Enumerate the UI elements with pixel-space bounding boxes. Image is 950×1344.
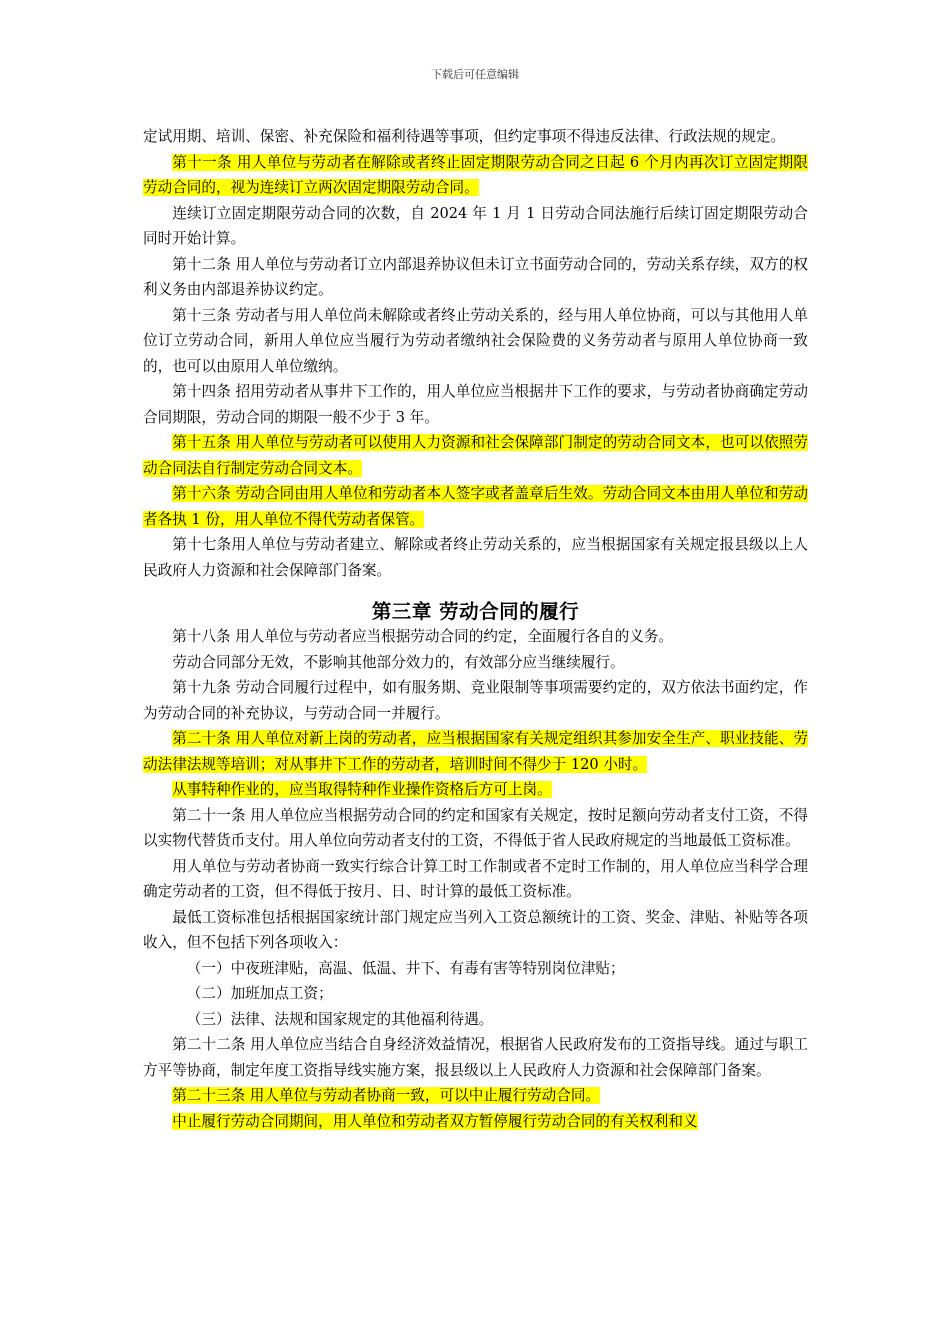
highlighted-text: 第十六条 劳动合同由用人单位和劳动者本人签字或者盖章后生效。劳动合同文本由用人单位和劳动者各执 1 份，用人单位不得代劳动者保管。 [143, 485, 808, 528]
paragraph-text: 第十九条 劳动合同履行过程中，如有服务期、竞业限制等事项需要约定的，双方依法书面约定，作为劳动合同的补充协议，与劳动合同一并履行。 [143, 679, 808, 722]
paragraph [143, 430, 808, 481]
paragraph-text: 最低工资标准包括根据国家统计部门规定应当列入工资总额统计的工资、奖金、津贴、补贴等各项收入，但不包括下列各项收入： [143, 908, 808, 951]
highlighted-text: 第十一条 用人单位与劳动者在解除或者终止固定期限劳动合同之日起 6 个月内再次订立固定期限劳动合同的，视为连续订立两次固定期限劳动合同。 [143, 153, 808, 196]
paragraph [143, 854, 808, 905]
paragraph-text: 第二十一条 用人单位应当根据劳动合同的约定和国家有关规定，按时足额向劳动者支付工资，不得以实物代替货币支付。用人单位向劳动者支付的工资，不得低于省人民政府规定的当地最低工资标准。 [143, 806, 808, 849]
highlighted-text: 第十五条 用人单位与劳动者可以使用人力资源和社会保障部门制定的劳动合同文本，也可以依照劳动合同法自行制定劳动合同文本。 [143, 434, 808, 477]
chapter-title: 第三章 劳动合同的履行 [371, 600, 580, 623]
paragraph [143, 303, 808, 380]
paragraph-text: 用人单位与劳动者协商一致实行综合计算工时工作制或者不定时工作制的，用人单位应当科学合理确定劳动者的工资，但不得低于按月、日、时计算的最低工资标准。 [143, 857, 808, 900]
paragraph [143, 905, 808, 956]
list-item [143, 981, 808, 1007]
paragraph-text: 第二十二条 用人单位应当结合自身经济效益情况，根据省人民政府发布的工资指导线。通过与职工方平等协商，制定年度工资指导线实施方案，报县级以上人民政府人力资源和社会保障部门备案。 [143, 1036, 808, 1079]
paragraph [143, 201, 808, 252]
paragraph [143, 379, 808, 430]
page-header: 下载后可任意编辑 [431, 68, 519, 81]
paragraph [143, 252, 808, 303]
document-body [143, 124, 808, 1134]
paragraph-text: 第十四条 招用劳动者从事井下工作的，用人单位应当根据井下工作的要求，与劳动者协商确定劳动合同期限，劳动合同的期限一般不少于 3 年。 [143, 383, 808, 426]
highlighted-text: 第二十条 用人单位对新上岗的劳动者，应当根据国家有关规定组织其参加安全生产、职业技能、劳动法律法规等培训；对从事井下工作的劳动者，培训时间不得少于 120 小时。 [143, 730, 808, 773]
paragraph [143, 726, 808, 777]
paragraph-text: （三）法律、法规和国家规定的其他福利待遇。 [186, 1010, 494, 1028]
paragraph [143, 650, 808, 676]
paragraph [143, 1032, 808, 1083]
paragraph-text: 连续订立固定期限劳动合同的次数，自 2024 年 1 月 1 日劳动合同法施行后续订固定期限劳动合同时开始计算。 [143, 204, 808, 247]
paragraph [143, 150, 808, 201]
paragraph-text: 第十七条用人单位与劳动者建立、解除或者终止劳动关系的，应当根据国家有关规定报县级以上人民政府人力资源和社会保障部门备案。 [143, 536, 808, 579]
paragraph [143, 1083, 808, 1109]
section-before-chapter [143, 124, 808, 583]
paragraph [143, 1109, 808, 1135]
paragraph [143, 624, 808, 650]
paragraph [143, 777, 808, 803]
paragraph [143, 532, 808, 583]
list-item [143, 1007, 808, 1033]
paragraph-text: 定试用期、培训、保密、补充保险和福利待遇等事项，但约定事项不得违反法律、行政法规的规定。 [143, 128, 786, 145]
paragraph [143, 803, 808, 854]
paragraph-text: 劳动合同部分无效，不影响其他部分效力的，有效部分应当继续履行。 [172, 653, 625, 671]
paragraph-text: （二）加班加点工资； [186, 985, 333, 1002]
section-chapter-three [143, 624, 808, 1134]
highlighted-text: 从事特种作业的，应当取得特种作业操作资格后方可上岗。 [172, 781, 552, 798]
highlighted-text: 第二十三条 用人单位与劳动者协商一致，可以中止履行劳动合同。 [172, 1087, 601, 1104]
paragraph-text: 第十三条 劳动者与用人单位尚未解除或者终止劳动关系的，经与用人单位协商，可以与其他用人单位订立劳动合同，新用人单位应当履行为劳动者缴纳社会保险费的义务劳动者与原用人单位协商一致的，也可以由原用人单位缴纳。 [143, 306, 808, 375]
highlighted-text: 中止履行劳动合同期间，用人单位和劳动者双方暂停履行劳动合同的有关权利和义 [172, 1112, 698, 1130]
paragraph [143, 675, 808, 726]
paragraph-text: 第十八条 用人单位与劳动者应当根据劳动合同的约定，全面履行各自的义务。 [172, 628, 674, 645]
paragraph-text: （一）中夜班津贴，高温、低温、井下、有毒有害等特别岗位津贴； [186, 959, 625, 977]
paragraph [143, 124, 808, 150]
paragraph [143, 481, 808, 532]
paragraph-text: 第十二条 用人单位与劳动者订立内部退养协议但未订立书面劳动合同的，劳动关系存续，双方的权利义务由内部退养协议约定。 [143, 255, 808, 298]
list-item [143, 956, 808, 982]
